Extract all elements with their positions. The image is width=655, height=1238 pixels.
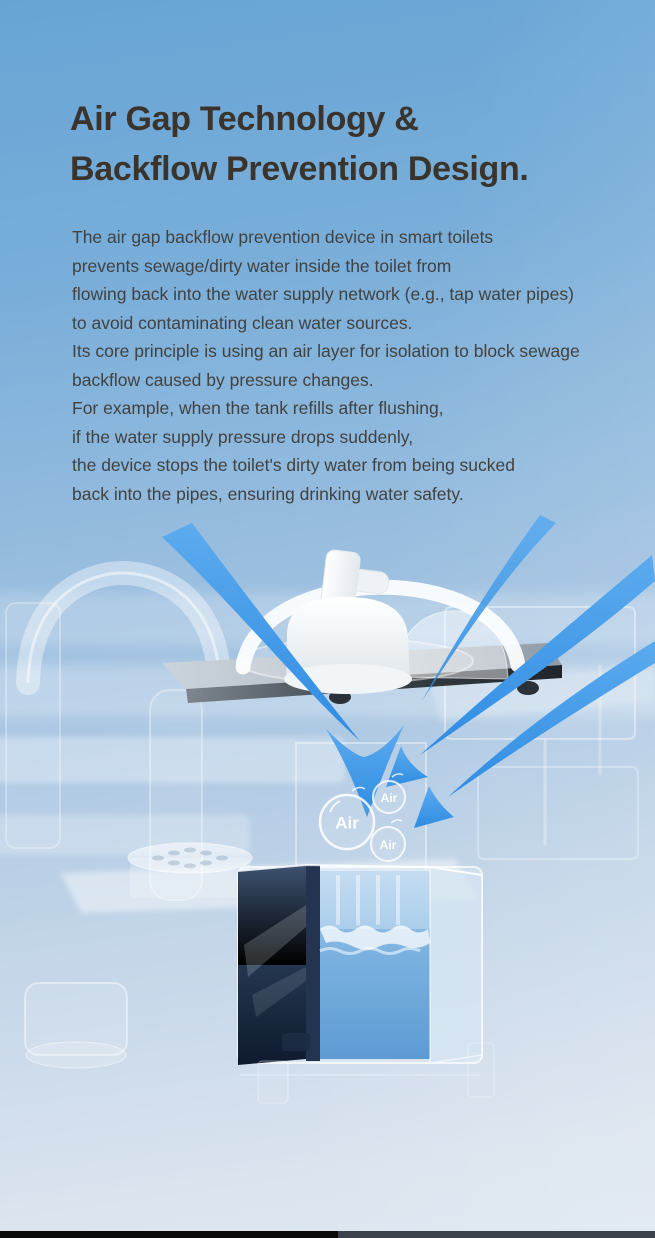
description-line: back into the pipes, ensuring drinking water safety. <box>72 483 464 504</box>
air-bubble-label: Air <box>379 838 397 852</box>
description-line: if the water supply pressure drops suddenly, <box>72 426 414 447</box>
description-line: Its core principle is using an air layer for isolation to block sewage <box>72 341 580 361</box>
air-gap-illustration <box>0 515 655 1135</box>
water-tank <box>238 865 494 1103</box>
page-title <box>70 94 615 194</box>
description <box>72 223 625 508</box>
description-line: For example, when the tank refills after flushing, <box>72 398 444 418</box>
description-line: The air gap backflow prevention device in smart toilets <box>72 227 494 247</box>
page-title-line-1: Air Gap Technology & <box>70 100 419 138</box>
page-title-line-2: Backflow Prevention Design. <box>70 150 529 188</box>
description-line: prevents sewage/dirty water inside the toilet from <box>72 255 452 276</box>
description-line: flowing back into the water supply network (e.g., tap water pipes) <box>72 284 574 304</box>
air-bubble-label: Air <box>335 813 359 833</box>
air-bubble-label: Air <box>380 791 398 805</box>
next-section-edge-left <box>0 1231 338 1238</box>
next-section-edge-right <box>338 1231 655 1238</box>
description-line: the device stops the toilet's dirty water from being sucked <box>72 455 516 475</box>
next-section-edge <box>0 1231 655 1238</box>
description-line: to avoid contaminating clean water sources. <box>72 312 413 333</box>
description-line: backflow caused by pressure changes. <box>72 369 374 390</box>
